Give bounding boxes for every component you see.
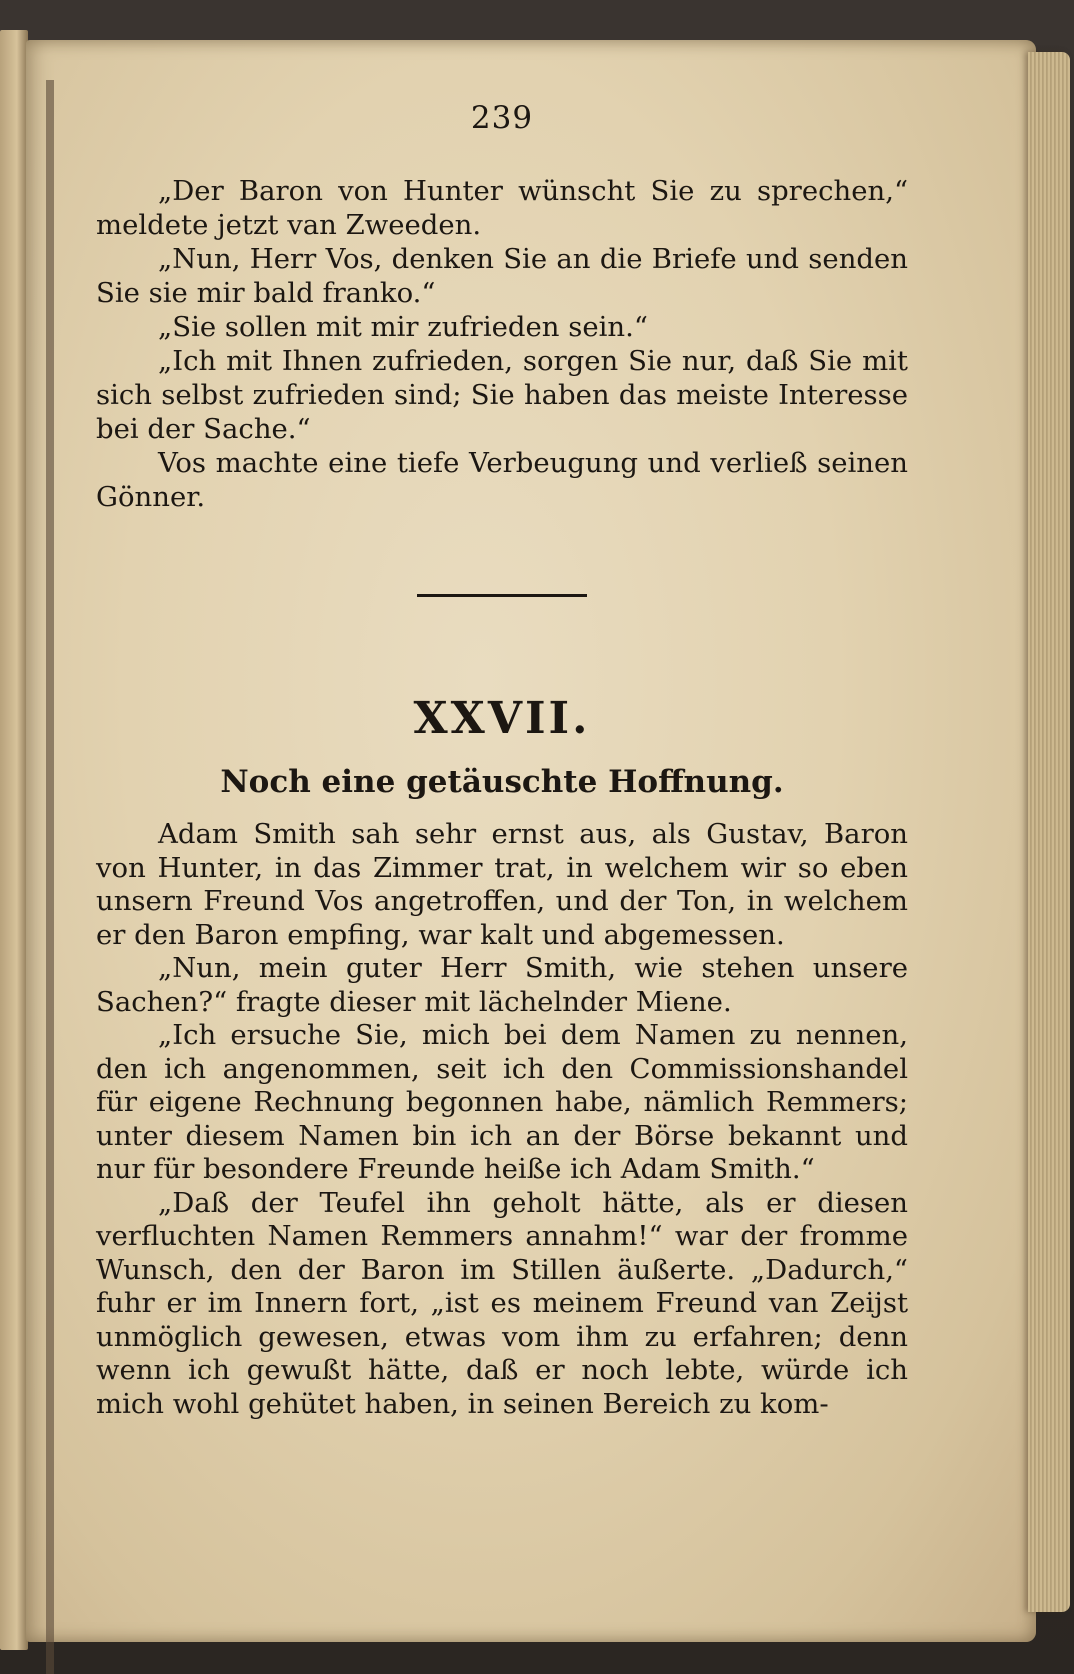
chapter-title: Noch eine getäuschte Hoffnung. <box>220 764 784 800</box>
chapter-number: XXVII. <box>413 693 591 744</box>
paragraph: „Ich ersuche Sie, mich bei dem Namen zu nennen, den ich angenommen, seit ich den Commissionshandel für eigene Rechnung begonnen habe, nämlich Remmers; unter diesem Namen bin ich an der Börse bekannt und nur für besondere Freunde heiße ich Adam Smith.“ <box>96 1019 908 1185</box>
paragraph: „Daß der Teufel ihn geholt hätte, als er diesen verfluchten Namen Remmers annahm!“ war der fromme Wunsch, den der Baron im Stillen äußerte. „Dadurch,“ fuhr er im Innern fort, „ist es meinem Freund van Zeijst unmöglich gewesen, etwas vom ihm zu erfahren; denn wenn ich gewußt hätte, daß er noch lebte, würde ich mich wohl gehütet haben, in seinen Bereich zu kom- <box>96 1186 908 1420</box>
chapter-body <box>96 818 908 1421</box>
paragraph: Adam Smith sah sehr ernst aus, als Gustav, Baron von Hunter, in das Zimmer trat, in welchem wir so eben unsern Freund Vos angetroffen, und der Ton, in welchem er den Baron empfing, war kalt und abgemessen. <box>96 818 908 951</box>
paragraph: „Sie sollen mit mir zufrieden sein.“ <box>158 311 648 343</box>
paragraph: „Nun, Herr Vos, denken Sie an die Briefe und senden Sie sie mir bald franko.“ <box>96 243 908 309</box>
page-number: 239 <box>470 100 534 136</box>
page-text <box>96 100 908 1421</box>
paragraph: Vos machte eine tiefe Verbeugung und verließ seinen Gönner. <box>96 447 908 513</box>
section-divider <box>417 594 587 597</box>
gutter-shadow <box>46 80 54 1674</box>
paragraph: „Der Baron von Hunter wünscht Sie zu sprechen,“ meldete jetzt van Zweeden. <box>96 175 908 241</box>
paragraph: „Ich mit Ihnen zufrieden, sorgen Sie nur, daß Sie mit sich selbst zufrieden sind; Sie haben das meiste Interesse bei der Sache.“ <box>96 345 908 445</box>
paragraph: „Nun, mein guter Herr Smith, wie stehen unsere Sachen?“ fragte dieser mit lächelnder Miene. <box>96 952 908 1018</box>
facing-page-edge <box>0 30 28 1650</box>
dialogue-section <box>96 174 908 514</box>
page-stack-edges <box>1028 52 1070 1612</box>
